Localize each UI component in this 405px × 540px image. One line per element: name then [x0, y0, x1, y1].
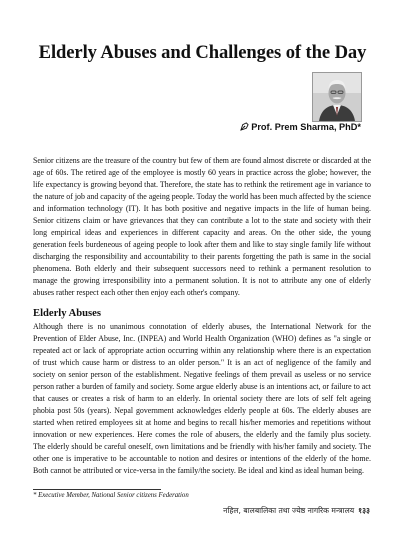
author-byline: [0, 121, 361, 133]
footnote-divider: [33, 489, 161, 490]
running-footer-title: नहिल, बालबालिका तथा ज्येष्ठ नागरिक मन्त्रालय: [223, 506, 355, 515]
author-name: Prof. Prem Sharma, PhD*: [251, 122, 361, 132]
section-body-paragraph: Although there is no unanimous connotation of elderly abuses, the International Network for the Prevention of Elder Abuse, Inc. (INPEA) and World Health Organization (WHO) defines as "a single or repeated act or lack of appropriate action occurring within any relationship where there is an expectation of trust which cause harm or distress to an older person." It is an act of negligence of the family and society on senior person of the establishment. Negative feelings of them prevail as useless or no service person rather a burden of family and society. Some argue elderly abuse is an intentions act, or failure to act that causes or creates a risk of harm to an elderly. In oriental society there are lots of self felt ageing phobia post 50s (years). Nepal government acknowledges elderly people at 60s. The elderly abuses are started when retired employees sit at home and begins to recall his/her memories and repetitions without innovation or new experiences. Here comes the role of abusers, the elderly and the family plus society. The elderly should be careful oneself, own limitations and be friendly with his/her family and society. The other one is imperative to be accountable to notion and desires or intentions of the elderly of the home. Both cannot be attributed or vice-versa in the family/the society. Be ideal and kind as ideal human being.: [33, 322, 371, 475]
page-number: १३३: [358, 506, 370, 515]
author-portrait-image: [313, 73, 361, 121]
intro-paragraph: Senior citizens are the treasure of the country but few of them are found almost discrete or discarded at the age of 60s. The retired age of the employee is mostly 60 years in practice across the globe; however, the life expectancy is growing beyond that. Therefore, the state has to rethink the retirement age in variance to the nature of job and capacity of the ageing people. Today the world has been much affected by the science and information technology (IT). It has both positive and negative impacts in the life of human being. Senior citizens claim or have grievances that they can contribute a lot to the state and society with their long empirical ideas and experiences in different capacity and areas. On the other side, the young generation feels burdeneous of ageing people to look after them and like to stay single family life without discharging the responsibility and accountability to their parents forgetting the path is same in the social phenomena. Both elderly and their subsequent successors need to rethink a permanent resolution to manage the growing irresponsibility into a permanent solution. It is not to attribute any one of elderly abuses rather respect each other then enjoy each other's company.: [33, 156, 371, 297]
author-photo: [312, 72, 362, 122]
article-title: Elderly Abuses and Challenges of the Day: [38, 42, 367, 63]
pen-nib-icon: [240, 122, 249, 131]
section-heading: Elderly Abuses: [33, 308, 101, 319]
running-footer: [0, 505, 370, 516]
author-footnote: * Executive Member, National Senior citizens Federation: [33, 492, 189, 499]
